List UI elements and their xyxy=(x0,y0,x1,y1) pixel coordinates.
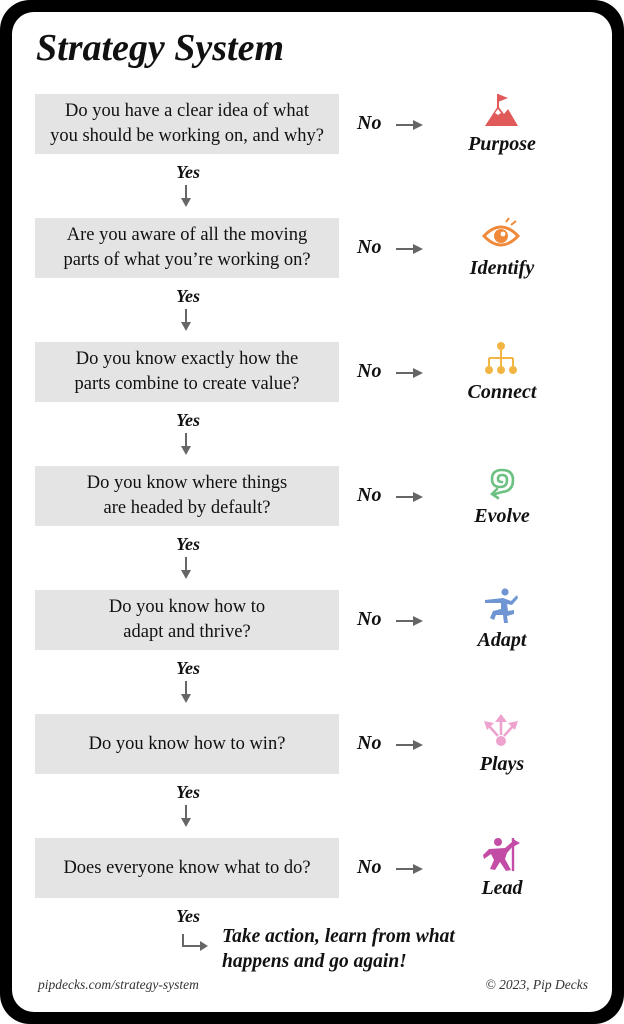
eye-icon xyxy=(481,216,521,252)
result-label: Adapt xyxy=(477,629,527,651)
no-label: No xyxy=(357,856,382,878)
down-arrow-icon xyxy=(180,433,192,457)
down-arrow-icon xyxy=(180,557,192,581)
result-label: Purpose xyxy=(468,133,536,155)
question-text: Does everyone know what to do? xyxy=(63,857,311,878)
no-label: No xyxy=(357,360,382,382)
result-label: Identify xyxy=(469,257,535,279)
no-label: No xyxy=(357,732,382,754)
question-box xyxy=(35,218,339,278)
result-label: Evolve xyxy=(474,505,530,527)
no-label: No xyxy=(357,484,382,506)
down-arrow-icon xyxy=(180,309,192,333)
question-box xyxy=(35,590,339,650)
question-text: Do you know where things are headed by default? xyxy=(86,473,288,518)
down-arrow-icon xyxy=(180,805,192,829)
page-title: Strategy System xyxy=(36,27,285,69)
result-label: Lead xyxy=(481,877,523,899)
footer-url: pipdecks.com/strategy-system xyxy=(38,977,199,992)
yes-label: Yes xyxy=(176,410,200,430)
balancing-figure-icon xyxy=(481,588,521,624)
yes-label: Yes xyxy=(176,286,200,306)
hierarchy-nodes-icon xyxy=(481,340,521,376)
question-box xyxy=(35,714,339,774)
leader-flag-icon xyxy=(481,836,521,872)
question-box xyxy=(35,466,339,526)
yes-label: Yes xyxy=(176,534,200,554)
question-box xyxy=(35,342,339,402)
right-arrow-icon xyxy=(395,119,425,131)
right-arrow-icon xyxy=(395,615,425,627)
question-box xyxy=(35,94,339,154)
right-arrow-icon xyxy=(395,367,425,379)
right-arrow-icon xyxy=(395,739,425,751)
yes-label: Yes xyxy=(176,906,200,926)
result-label: Connect xyxy=(467,381,537,403)
mountain-flag-icon xyxy=(481,92,521,128)
no-label: No xyxy=(357,608,382,630)
spiral-icon xyxy=(481,464,521,500)
question-text: Are you aware of all the moving parts of what you’re working on? xyxy=(63,225,311,270)
yes-label: Yes xyxy=(176,782,200,802)
question-text: Do you know how to win? xyxy=(88,733,286,754)
no-label: No xyxy=(357,236,382,258)
question-text: Do you know exactly how the parts combine to create value? xyxy=(74,349,300,394)
final-elbow-arrow-icon xyxy=(178,932,218,952)
yes-label: Yes xyxy=(176,162,200,182)
question-text: Do you know how to adapt and thrive? xyxy=(108,597,266,642)
diverging-arrows-icon xyxy=(481,712,521,748)
question-box xyxy=(35,838,339,898)
right-arrow-icon xyxy=(395,863,425,875)
no-label: No xyxy=(357,112,382,134)
right-arrow-icon xyxy=(395,491,425,503)
question-text: Do you have a clear idea of what you should be working on, and why? xyxy=(50,101,324,146)
footer-copyright: © 2023, Pip Decks xyxy=(485,977,588,992)
final-action-text: Take action, learn from what happens and go again! xyxy=(222,926,455,972)
down-arrow-icon xyxy=(180,185,192,209)
result-label: Plays xyxy=(479,753,525,775)
right-arrow-icon xyxy=(395,243,425,255)
yes-label: Yes xyxy=(176,658,200,678)
down-arrow-icon xyxy=(180,681,192,705)
